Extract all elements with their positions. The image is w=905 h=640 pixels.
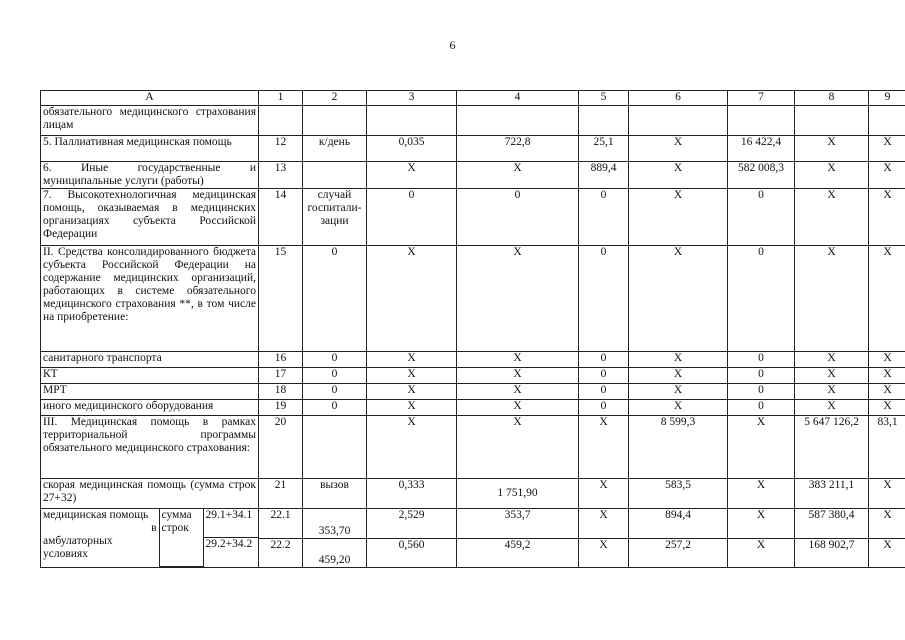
table-cell: Х: [367, 246, 457, 352]
table-cell: 22.2: [259, 538, 303, 568]
table-cell: [795, 106, 869, 136]
table-cell: Х: [367, 416, 457, 479]
table-cell: Х: [457, 246, 579, 352]
table-cell: Х: [795, 352, 869, 368]
table-cell: Х: [728, 416, 795, 479]
table-cell: 0: [303, 246, 367, 352]
table-cell: [728, 106, 795, 136]
table-row: [41, 352, 905, 368]
table-cell: вызов: [303, 479, 367, 509]
table-cell: Х: [629, 246, 728, 352]
table-cell: Х: [629, 189, 728, 246]
table-cell: Х: [579, 509, 629, 539]
table-cell: 0: [579, 384, 629, 400]
row-label-cell: МРТ: [41, 384, 259, 400]
table-cell: 20: [259, 416, 303, 479]
table-cell: 722,8: [457, 136, 579, 162]
table-row: [41, 189, 905, 246]
table-cell: 889,4: [579, 162, 629, 189]
table-cell: Х: [795, 368, 869, 384]
table-cell: 0: [367, 189, 457, 246]
row-label-cell: КТ: [41, 368, 259, 384]
table-cell: Х: [869, 479, 905, 509]
table-cell: Х: [457, 384, 579, 400]
header-cell: 6: [629, 91, 728, 106]
table-cell: 1 751,90: [457, 479, 579, 509]
row-label-cell: II. Средства консолидированного бюджета субъекта Российской Федерации на содержание медицинских организаций, работающих в системе обязательного медицинского страхования **, в том числе на приобретение:: [41, 246, 259, 352]
table-cell: [869, 106, 905, 136]
table-cell: 0: [303, 400, 367, 416]
table-cell: 19: [259, 400, 303, 416]
table-cell: 0: [303, 384, 367, 400]
table-cell: 0: [728, 189, 795, 246]
table-cell: Х: [367, 162, 457, 189]
table-cell: Х: [869, 162, 905, 189]
page-number: 6: [449, 38, 456, 52]
table-cell: Х: [869, 136, 905, 162]
table-cell: случай госпитали-зации: [303, 189, 367, 246]
table-cell: 459,2: [457, 538, 579, 568]
table-cell: Х: [869, 400, 905, 416]
table-cell: 383 211,1: [795, 479, 869, 509]
header-cell: 7: [728, 91, 795, 106]
table-cell: 16 422,4: [728, 136, 795, 162]
table-cell: 0: [457, 189, 579, 246]
table-cell: [457, 106, 579, 136]
table-cell: 2,529: [367, 509, 457, 539]
table-cell: Х: [629, 136, 728, 162]
table-cell: 0,333: [367, 479, 457, 509]
header-cell: А: [41, 91, 259, 106]
header-cell: 8: [795, 91, 869, 106]
table-cell: [259, 106, 303, 136]
table-cell: 353,70: [303, 509, 367, 539]
table-cell: Х: [869, 384, 905, 400]
table-cell: 0: [579, 189, 629, 246]
header-cell: 4: [457, 91, 579, 106]
table-cell: Х: [629, 352, 728, 368]
row-label-cell: 5. Паллиативная медицинская помощь: [41, 136, 259, 162]
table-row: [41, 479, 905, 509]
table-cell: 83,1: [869, 416, 905, 479]
table-row: [41, 136, 905, 162]
table-cell: Х: [579, 538, 629, 568]
table-cell: Х: [457, 416, 579, 479]
table-cell: Х: [795, 246, 869, 352]
split-label-top: медицинская помощь: [43, 509, 149, 521]
header-cell: 2: [303, 91, 367, 106]
table-cell: 0: [579, 352, 629, 368]
table-row: [41, 509, 905, 539]
table-cell: 13: [259, 162, 303, 189]
table-cell: 0: [728, 246, 795, 352]
table-cell: Х: [367, 400, 457, 416]
table-cell: 168 902,7: [795, 538, 869, 568]
table-cell: Х: [795, 189, 869, 246]
table-cell: Х: [795, 384, 869, 400]
table-row: [41, 106, 905, 136]
table-cell: 22.1: [259, 509, 303, 539]
header-cell: 9: [869, 91, 905, 106]
header-cell: 1: [259, 91, 303, 106]
table-cell: Х: [869, 246, 905, 352]
row-label-cell: иного медицинского оборудования: [41, 400, 259, 416]
table-cell: Х: [795, 136, 869, 162]
table-cell: 18: [259, 384, 303, 400]
table-cell: 353,7: [457, 509, 579, 539]
table-cell: [303, 106, 367, 136]
row-label-cell: скорая медицинская помощь (сумма строк 27+32): [41, 479, 259, 509]
table-cell: 257,2: [629, 538, 728, 568]
table-cell: 582 008,3: [728, 162, 795, 189]
table-cell: 0,035: [367, 136, 457, 162]
table-cell: 0: [579, 368, 629, 384]
table-cell: [303, 416, 367, 479]
table-cell: Х: [869, 352, 905, 368]
table-cell: 16: [259, 352, 303, 368]
table-row: [41, 246, 905, 352]
table-cell: Х: [795, 400, 869, 416]
ref-cell: 29.2+34.2: [205, 538, 253, 551]
table-cell: Х: [629, 384, 728, 400]
table-cell: Х: [367, 352, 457, 368]
table-cell: 0,560: [367, 538, 457, 568]
table-cell: 0: [579, 400, 629, 416]
split-label-sum: сумма строк: [161, 509, 192, 534]
table-row: [41, 416, 905, 479]
table-cell: к/день: [303, 136, 367, 162]
table-cell: Х: [629, 368, 728, 384]
table-cell: Х: [869, 368, 905, 384]
table-cell: 21: [259, 479, 303, 509]
table-row: [41, 400, 905, 416]
table-cell: 0: [303, 368, 367, 384]
table-cell: Х: [579, 479, 629, 509]
table-cell: [629, 106, 728, 136]
row-label-cell: санитарного транспорта: [41, 352, 259, 368]
row-label-cell: III. Медицинская помощь в рамках территориальной программы обязательного медицинского страхования:: [41, 416, 259, 479]
table-cell: 587 380,4: [795, 509, 869, 539]
table-cell: Х: [629, 400, 728, 416]
table-cell: 14: [259, 189, 303, 246]
table-cell: Х: [579, 416, 629, 479]
table-row: [41, 162, 905, 189]
data-table: [40, 90, 905, 568]
table-cell: Х: [869, 509, 905, 539]
table-cell: Х: [629, 162, 728, 189]
table-cell: 25,1: [579, 136, 629, 162]
split-label-mid: в: [151, 522, 157, 534]
table-row: [41, 368, 905, 384]
table-cell: 0: [728, 368, 795, 384]
table-cell: 15: [259, 246, 303, 352]
table-cell: Х: [728, 509, 795, 539]
table-cell: Х: [367, 368, 457, 384]
table-cell: 12: [259, 136, 303, 162]
table-cell: Х: [457, 400, 579, 416]
table-cell: 0: [728, 400, 795, 416]
table-cell: Х: [457, 368, 579, 384]
table-cell: 8 599,3: [629, 416, 728, 479]
table-cell: 583,5: [629, 479, 728, 509]
table-cell: Х: [795, 162, 869, 189]
table-cell: 0: [303, 352, 367, 368]
split-label-cell: [41, 509, 259, 568]
table-cell: 5 647 126,2: [795, 416, 869, 479]
table-cell: Х: [869, 189, 905, 246]
table-row: [41, 384, 905, 400]
row-label-cell: обязательного медицинского страхования лицам: [41, 106, 259, 136]
table-cell: 17: [259, 368, 303, 384]
header-cell: 3: [367, 91, 457, 106]
table-cell: 0: [728, 352, 795, 368]
table-cell: 0: [728, 384, 795, 400]
header-cell: 5: [579, 91, 629, 106]
table-cell: [367, 106, 457, 136]
table-cell: [579, 106, 629, 136]
row-label-cell: 6. Иные государственные и муниципальные услуги (работы): [41, 162, 259, 189]
table-cell: 0: [579, 246, 629, 352]
header-row: [41, 91, 905, 106]
table-cell: 894,4: [629, 509, 728, 539]
split-label-bottom: амбулаторных условиях: [43, 535, 113, 560]
table-cell: [303, 162, 367, 189]
table-cell: Х: [457, 162, 579, 189]
table-cell: Х: [728, 538, 795, 568]
table-cell: Х: [367, 384, 457, 400]
row-label-cell: 7. Высокотехнологичная медицинская помощь, оказываемая в медицинских организациях субъекта Российской Федерации: [41, 189, 259, 246]
table-cell: Х: [457, 352, 579, 368]
table-cell: Х: [869, 538, 905, 568]
ref-cell: 29.1+34.1: [203, 509, 258, 538]
table-cell: 459,20: [303, 538, 367, 568]
table-cell: Х: [728, 479, 795, 509]
